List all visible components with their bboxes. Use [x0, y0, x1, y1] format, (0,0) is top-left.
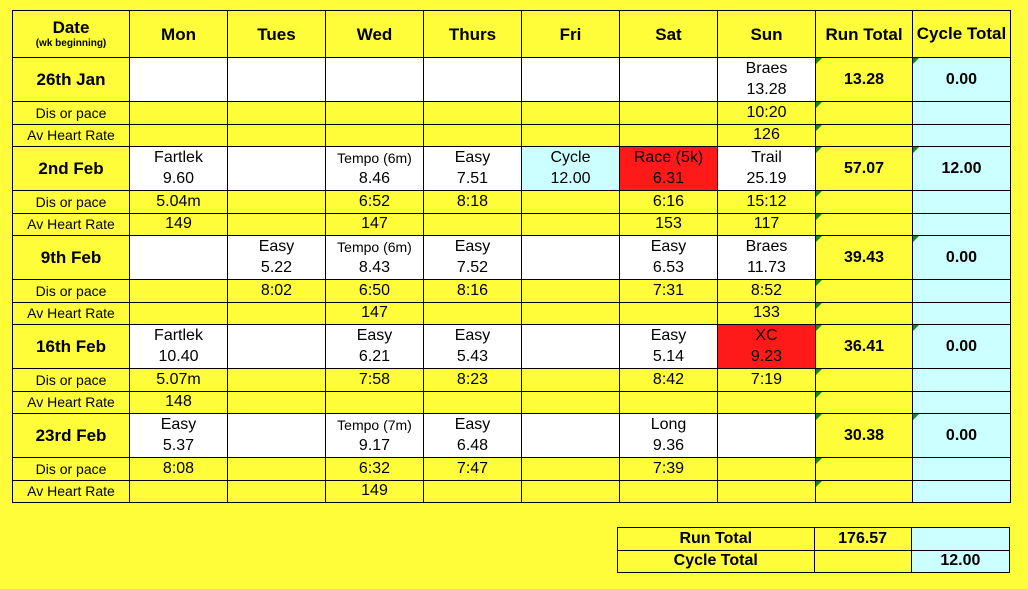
pace-run-total-empty[interactable] — [816, 458, 913, 481]
activity-distance-sun[interactable]: 11.73 — [718, 258, 816, 280]
hr-cycle-total-empty[interactable] — [913, 124, 1011, 147]
heart-rate-sun[interactable]: 133 — [718, 302, 816, 325]
pace-run-total-empty[interactable] — [816, 280, 913, 303]
activity-type-sat[interactable]: Long — [620, 414, 718, 436]
hr-row-label[interactable]: Av Heart Rate — [13, 302, 130, 325]
activity-type-sun[interactable]: Braes — [718, 236, 816, 258]
pace-sat[interactable] — [620, 102, 718, 125]
pace-tues[interactable] — [228, 369, 326, 392]
pace-fri[interactable] — [522, 191, 620, 214]
hr-run-total-empty[interactable] — [816, 213, 913, 236]
hr-cycle-total-empty[interactable] — [913, 480, 1011, 503]
activity-type-sat[interactable]: Race (5k) — [620, 147, 718, 169]
hr-cycle-total-empty[interactable] — [913, 302, 1011, 325]
week-row-heart-rate — [13, 124, 1011, 147]
activity-type-mon[interactable]: Easy — [130, 414, 228, 436]
activity-type-tues[interactable] — [228, 147, 326, 169]
heart-rate-mon[interactable] — [130, 302, 228, 325]
pace-thurs[interactable]: 7:47 — [424, 458, 522, 481]
activity-distance-sat[interactable]: 6.53 — [620, 258, 718, 280]
activity-type-tues[interactable] — [228, 58, 326, 80]
heart-rate-sun[interactable]: 126 — [718, 124, 816, 147]
header-fri[interactable]: Fri — [522, 11, 620, 58]
week-row-type — [13, 325, 1011, 347]
activity-type-wed[interactable]: Tempo (7m) — [326, 414, 424, 436]
activity-type-mon[interactable]: Fartlek — [130, 325, 228, 347]
heart-rate-sun[interactable]: 117 — [718, 213, 816, 236]
activity-distance-fri[interactable] — [522, 80, 620, 102]
summary-cycle-empty[interactable] — [814, 550, 911, 573]
activity-type-wed[interactable] — [326, 58, 424, 80]
activity-type-sat[interactable]: Easy — [620, 236, 718, 258]
pace-row-label[interactable]: Dis or pace — [13, 369, 130, 392]
pace-sun[interactable]: 8:52 — [718, 280, 816, 303]
heart-rate-wed[interactable] — [326, 124, 424, 147]
activity-type-fri[interactable] — [522, 414, 620, 436]
activity-distance-sun[interactable]: 25.19 — [718, 169, 816, 191]
activity-distance-thurs[interactable]: 7.51 — [424, 169, 522, 191]
week-row-type — [13, 58, 1011, 80]
week-row-type — [13, 414, 1011, 436]
activity-distance-tues[interactable] — [228, 169, 326, 191]
pace-sat[interactable]: 7:39 — [620, 458, 718, 481]
hr-cycle-total-empty[interactable] — [913, 213, 1011, 236]
pace-thurs[interactable] — [424, 102, 522, 125]
week-row-heart-rate — [13, 391, 1011, 414]
pace-fri[interactable] — [522, 102, 620, 125]
hr-run-total-empty[interactable] — [816, 302, 913, 325]
week-row-type — [13, 236, 1011, 258]
week-cycle-total[interactable]: 12.00 — [913, 147, 1011, 191]
week-row-pace — [13, 369, 1011, 392]
activity-type-wed[interactable]: Easy — [326, 325, 424, 347]
pace-row-label[interactable]: Dis or pace — [13, 280, 130, 303]
pace-sun[interactable]: 10:20 — [718, 102, 816, 125]
week-row-pace — [13, 458, 1011, 481]
heart-rate-thurs[interactable] — [424, 480, 522, 503]
week-row-heart-rate — [13, 480, 1011, 503]
activity-type-fri[interactable]: Cycle — [522, 147, 620, 169]
pace-mon[interactable]: 5.07m — [130, 369, 228, 392]
week-label[interactable]: 23rd Feb — [13, 414, 130, 458]
activity-distance-wed[interactable]: 6.21 — [326, 347, 424, 369]
pace-cycle-total-empty[interactable] — [913, 458, 1011, 481]
pace-thurs[interactable]: 8:16 — [424, 280, 522, 303]
pace-run-total-empty[interactable] — [816, 369, 913, 392]
pace-run-total-empty[interactable] — [816, 102, 913, 125]
header-sat[interactable]: Sat — [620, 11, 718, 58]
header-row — [13, 11, 1011, 58]
heart-rate-tues[interactable] — [228, 302, 326, 325]
week-label[interactable]: 2nd Feb — [13, 147, 130, 191]
heart-rate-fri[interactable] — [522, 391, 620, 414]
activity-distance-tues[interactable] — [228, 80, 326, 102]
activity-distance-sun[interactable]: 9.23 — [718, 347, 816, 369]
summary-run-label[interactable]: Run Total — [618, 528, 815, 551]
activity-type-tues[interactable] — [228, 414, 326, 436]
pace-cycle-total-empty[interactable] — [913, 102, 1011, 125]
heart-rate-tues[interactable] — [228, 124, 326, 147]
pace-sun[interactable] — [718, 458, 816, 481]
heart-rate-sun[interactable] — [718, 480, 816, 503]
activity-distance-sat[interactable]: 5.14 — [620, 347, 718, 369]
activity-type-fri[interactable] — [522, 236, 620, 258]
pace-sat[interactable]: 6:16 — [620, 191, 718, 214]
pace-row-label[interactable]: Dis or pace — [13, 458, 130, 481]
pace-cycle-total-empty[interactable] — [913, 280, 1011, 303]
pace-tues[interactable]: 8:02 — [228, 280, 326, 303]
hr-row-label[interactable]: Av Heart Rate — [13, 124, 130, 147]
activity-type-tues[interactable] — [228, 325, 326, 347]
activity-type-tues[interactable]: Easy — [228, 236, 326, 258]
activity-distance-tues[interactable]: 5.22 — [228, 258, 326, 280]
pace-wed[interactable]: 6:52 — [326, 191, 424, 214]
heart-rate-thurs[interactable] — [424, 213, 522, 236]
pace-fri[interactable] — [522, 280, 620, 303]
hr-row-label[interactable]: Av Heart Rate — [13, 391, 130, 414]
heart-rate-sat[interactable] — [620, 480, 718, 503]
activity-distance-sat[interactable] — [620, 80, 718, 102]
activity-type-fri[interactable] — [522, 325, 620, 347]
activity-type-sun[interactable]: Braes — [718, 58, 816, 80]
pace-mon[interactable]: 8:08 — [130, 458, 228, 481]
activity-type-mon[interactable] — [130, 58, 228, 80]
activity-type-thurs[interactable]: Easy — [424, 414, 522, 436]
header-cycle-total[interactable]: Cycle Total — [913, 11, 1011, 58]
heart-rate-sat[interactable]: 153 — [620, 213, 718, 236]
heart-rate-wed[interactable]: 147 — [326, 302, 424, 325]
activity-distance-tues[interactable] — [228, 436, 326, 458]
pace-mon[interactable] — [130, 280, 228, 303]
pace-mon[interactable]: 5.04m — [130, 191, 228, 214]
summary-cycle-label[interactable]: Cycle Total — [618, 550, 815, 573]
header-thurs[interactable]: Thurs — [424, 11, 522, 58]
activity-distance-sun[interactable]: 13.28 — [718, 80, 816, 102]
hr-run-total-empty[interactable] — [816, 391, 913, 414]
activity-distance-mon[interactable]: 9.60 — [130, 169, 228, 191]
heart-rate-mon[interactable] — [130, 124, 228, 147]
week-label[interactable]: 26th Jan — [13, 58, 130, 102]
summary-run-empty[interactable] — [911, 528, 1009, 551]
activity-distance-sun[interactable] — [718, 436, 816, 458]
activity-distance-mon[interactable] — [130, 80, 228, 102]
activity-type-thurs[interactable]: Easy — [424, 325, 522, 347]
hr-run-total-empty[interactable] — [816, 124, 913, 147]
hr-cycle-total-empty[interactable] — [913, 391, 1011, 414]
pace-sun[interactable]: 15:12 — [718, 191, 816, 214]
week-run-total[interactable]: 36.41 — [816, 325, 913, 369]
heart-rate-tues[interactable] — [228, 213, 326, 236]
heart-rate-sun[interactable] — [718, 391, 816, 414]
activity-distance-fri[interactable]: 12.00 — [522, 169, 620, 191]
pace-fri[interactable] — [522, 369, 620, 392]
summary-run-row — [618, 528, 1010, 551]
pace-wed[interactable]: 7:58 — [326, 369, 424, 392]
pace-cycle-total-empty[interactable] — [913, 191, 1011, 214]
heart-rate-mon[interactable]: 148 — [130, 391, 228, 414]
activity-distance-thurs[interactable]: 5.43 — [424, 347, 522, 369]
week-cycle-total[interactable]: 0.00 — [913, 325, 1011, 369]
activity-type-sun[interactable]: Trail — [718, 147, 816, 169]
activity-type-mon[interactable] — [130, 236, 228, 258]
pace-row-label[interactable]: Dis or pace — [13, 102, 130, 125]
week-cycle-total[interactable]: 0.00 — [913, 414, 1011, 458]
summary-cycle-value[interactable]: 12.00 — [911, 550, 1009, 573]
heart-rate-sat[interactable] — [620, 302, 718, 325]
activity-distance-fri[interactable] — [522, 347, 620, 369]
heart-rate-mon[interactable] — [130, 480, 228, 503]
activity-distance-fri[interactable] — [522, 258, 620, 280]
activity-type-sun[interactable] — [718, 414, 816, 436]
pace-tues[interactable] — [228, 458, 326, 481]
pace-wed[interactable]: 6:50 — [326, 280, 424, 303]
week-run-total[interactable]: 13.28 — [816, 58, 913, 102]
hr-row-label[interactable]: Av Heart Rate — [13, 480, 130, 503]
activity-distance-tues[interactable] — [228, 347, 326, 369]
activity-distance-sat[interactable]: 9.36 — [620, 436, 718, 458]
activity-distance-fri[interactable] — [522, 436, 620, 458]
activity-distance-sat[interactable]: 6.31 — [620, 169, 718, 191]
heart-rate-sat[interactable] — [620, 391, 718, 414]
activity-distance-thurs[interactable]: 6.48 — [424, 436, 522, 458]
summary-run-value[interactable]: 176.57 — [814, 528, 911, 551]
activity-type-wed[interactable]: Tempo (6m) — [326, 236, 424, 258]
pace-sat[interactable]: 8:42 — [620, 369, 718, 392]
week-row-heart-rate — [13, 213, 1011, 236]
heart-rate-fri[interactable] — [522, 302, 620, 325]
pace-wed[interactable] — [326, 102, 424, 125]
week-label[interactable]: 16th Feb — [13, 325, 130, 369]
header-date[interactable] — [13, 11, 130, 58]
heart-rate-sat[interactable] — [620, 124, 718, 147]
header-wed[interactable]: Wed — [326, 11, 424, 58]
week-row-pace — [13, 191, 1011, 214]
activity-type-thurs[interactable]: Easy — [424, 236, 522, 258]
training-log-table — [12, 10, 1011, 503]
heart-rate-tues[interactable] — [228, 391, 326, 414]
week-row-pace — [13, 280, 1011, 303]
week-label[interactable]: 9th Feb — [13, 236, 130, 280]
activity-distance-wed[interactable]: 9.17 — [326, 436, 424, 458]
week-run-total[interactable]: 39.43 — [816, 236, 913, 280]
activity-distance-mon[interactable]: 5.37 — [130, 436, 228, 458]
activity-type-sat[interactable]: Easy — [620, 325, 718, 347]
pace-sun[interactable]: 7:19 — [718, 369, 816, 392]
pace-run-total-empty[interactable] — [816, 191, 913, 214]
hr-run-total-empty[interactable] — [816, 480, 913, 503]
activity-distance-thurs[interactable] — [424, 80, 522, 102]
activity-distance-mon[interactable]: 10.40 — [130, 347, 228, 369]
activity-distance-mon[interactable] — [130, 258, 228, 280]
pace-fri[interactable] — [522, 458, 620, 481]
summary-cycle-row — [618, 550, 1010, 573]
header-sun[interactable]: Sun — [718, 11, 816, 58]
week-row-heart-rate — [13, 302, 1011, 325]
week-cycle-total[interactable]: 0.00 — [913, 236, 1011, 280]
week-row-pace — [13, 102, 1011, 125]
header-date-label: Date — [52, 18, 90, 37]
header-date-sub: (wk beginning) — [35, 38, 107, 49]
pace-tues[interactable] — [228, 191, 326, 214]
heart-rate-thurs[interactable] — [424, 124, 522, 147]
heart-rate-wed[interactable]: 147 — [326, 213, 424, 236]
activity-type-thurs[interactable] — [424, 58, 522, 80]
heart-rate-mon[interactable]: 149 — [130, 213, 228, 236]
activity-type-fri[interactable] — [522, 58, 620, 80]
heart-rate-tues[interactable] — [228, 480, 326, 503]
week-run-total[interactable]: 30.38 — [816, 414, 913, 458]
header-run-total[interactable]: Run Total — [816, 11, 913, 58]
heart-rate-fri[interactable] — [522, 213, 620, 236]
week-cycle-total[interactable]: 0.00 — [913, 58, 1011, 102]
activity-type-wed[interactable]: Tempo (6m) — [326, 147, 424, 169]
activity-distance-thurs[interactable]: 7.52 — [424, 258, 522, 280]
activity-type-mon[interactable]: Fartlek — [130, 147, 228, 169]
heart-rate-fri[interactable] — [522, 480, 620, 503]
pace-row-label[interactable]: Dis or pace — [13, 191, 130, 214]
heart-rate-thurs[interactable] — [424, 302, 522, 325]
pace-thurs[interactable]: 8:23 — [424, 369, 522, 392]
activity-distance-wed[interactable] — [326, 80, 424, 102]
heart-rate-thurs[interactable] — [424, 391, 522, 414]
heart-rate-wed[interactable]: 149 — [326, 480, 424, 503]
pace-tues[interactable] — [228, 102, 326, 125]
pace-cycle-total-empty[interactable] — [913, 369, 1011, 392]
week-run-total[interactable]: 57.07 — [816, 147, 913, 191]
pace-thurs[interactable]: 8:18 — [424, 191, 522, 214]
summary-table — [617, 527, 1010, 573]
heart-rate-wed[interactable] — [326, 391, 424, 414]
header-mon[interactable]: Mon — [130, 11, 228, 58]
pace-wed[interactable]: 6:32 — [326, 458, 424, 481]
week-row-type — [13, 147, 1011, 169]
activity-type-sat[interactable] — [620, 58, 718, 80]
activity-distance-wed[interactable]: 8.46 — [326, 169, 424, 191]
pace-mon[interactable] — [130, 102, 228, 125]
pace-sat[interactable]: 7:31 — [620, 280, 718, 303]
activity-type-sun[interactable]: XC — [718, 325, 816, 347]
activity-type-thurs[interactable]: Easy — [424, 147, 522, 169]
header-tues[interactable]: Tues — [228, 11, 326, 58]
activity-distance-wed[interactable]: 8.43 — [326, 258, 424, 280]
hr-row-label[interactable]: Av Heart Rate — [13, 213, 130, 236]
heart-rate-fri[interactable] — [522, 124, 620, 147]
